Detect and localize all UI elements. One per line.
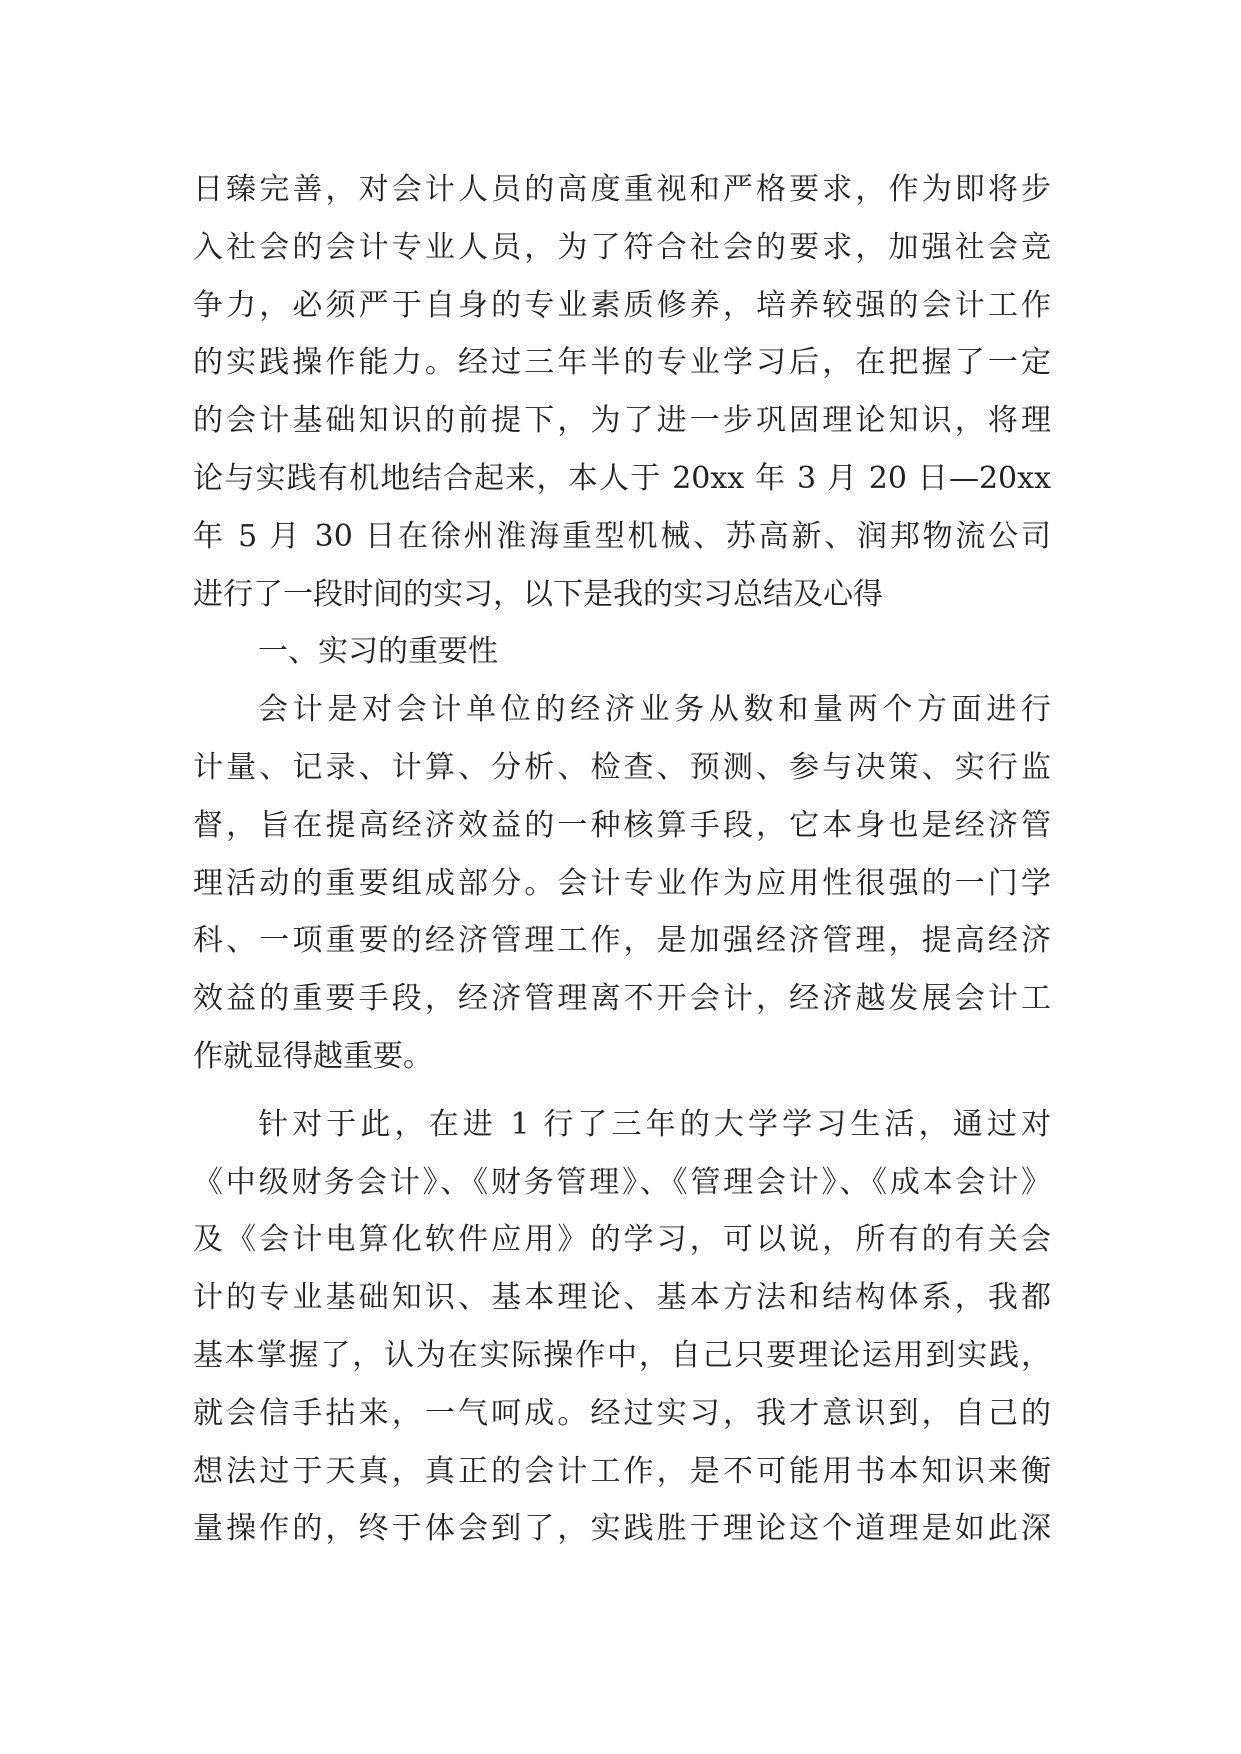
text-line: 效益的重要手段，经济管理离不开会计，经济越发展会计工 [193,981,1051,1017]
text-line: 及《会计电算化软件应用》的学习，可以说，所有的有关会 [193,1222,1051,1258]
text-line: 进行了一段时间的实习，以下是我的实习总结及心得 [193,576,883,612]
text-line: 日臻完善，对会计人员的高度重视和严格要求，作为即将步 [193,172,1051,207]
text-line: 计的专业基础知识、基本理论、基本方法和结构体系，我都 [193,1280,1051,1316]
text-line: 就会信手拈来，一气呵成。经过实习，我才意识到，自己的 [193,1395,1051,1431]
text-line: 作就显得越重要。 [193,1038,433,1074]
text-line: 针对于此，在进 1 行了三年的大学学习生活，通过对 [258,1106,1051,1142]
text-line: 的会计基础知识的前提下，为了进一步巩固理论知识，将理 [193,403,1051,439]
text-line: 督，旨在提高经济效益的一种核算手段，它本身也是经济管 [193,807,1051,843]
text-line: 《中级财务会计》、《财务管理》、《管理会计》、《成本会计》 [193,1164,1051,1200]
text-line: 想法过于天真，真正的会计工作，是不可能用书本知识来衡 [193,1453,1051,1489]
document-body [193,161,1051,1558]
text-line: 论与实践有机地结合起来，本人于 20xx 年 3 月 20 日—20xx [193,460,1051,496]
text-line: 争力，必须严于自身的专业素质修养，培养较强的会计工作 [193,287,1051,323]
text-line: 基本掌握了，认为在实际操作中，自己只要理论运用到实践， [193,1337,1051,1373]
text-line: 计量、记录、计算、分析、检查、预测、参与决策、实行监 [193,749,1051,785]
text-line: 理活动的重要组成部分。会计专业作为应用性很强的一门学 [193,865,1051,901]
text-line: 的实践操作能力。经过三年半的专业学习后，在把握了一定 [193,345,1051,381]
text-line: 会计是对会计单位的经济业务从数和量两个方面进行 [258,692,1051,728]
text-line: 年 5 月 30 日在徐州淮海重型机械、苏高新、润邦物流公司 [193,518,1051,554]
text-line: 量操作的，终于体会到了，实践胜于理论这个道理是如此深 [193,1511,1051,1547]
text-line: 科、一项重要的经济管理工作，是加强经济管理，提高经济 [193,923,1051,959]
text-line: 入社会的会计专业人员，为了符合社会的要求，加强社会竞 [193,229,1051,265]
section-heading: 一、实习的重要性 [258,634,498,670]
